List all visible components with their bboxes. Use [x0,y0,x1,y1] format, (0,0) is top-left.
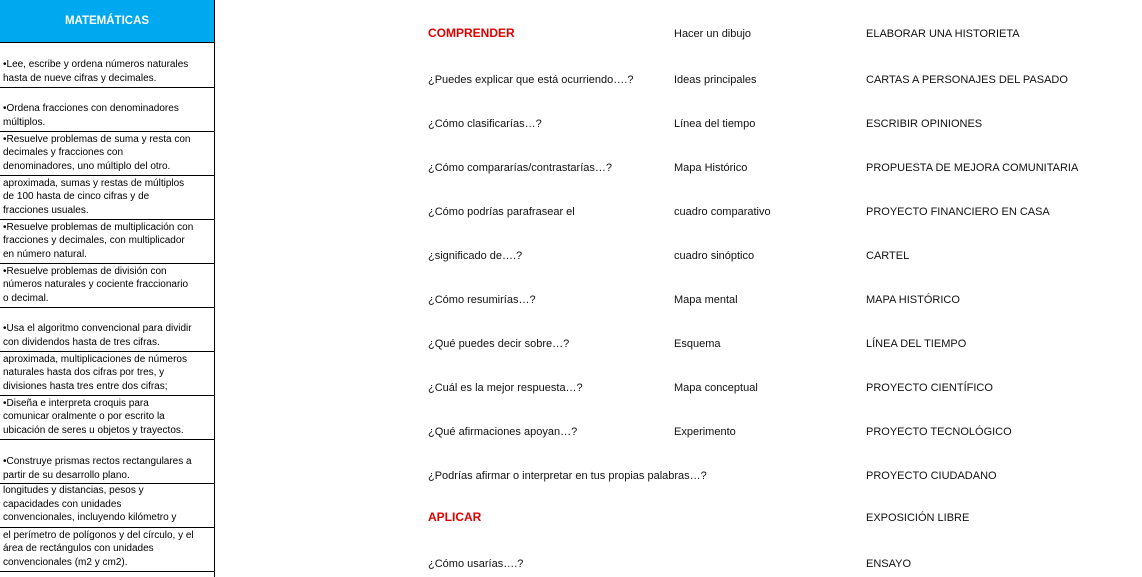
product-cell[interactable]: ESCRIBIR OPINIONES [866,118,983,130]
tool-cell[interactable]: Experimento [674,426,736,438]
tool-cell[interactable]: Mapa mental [674,294,738,306]
tool-cell[interactable]: Hacer un dibujo [674,28,752,40]
tool-cell[interactable]: cuadro comparativo [674,206,771,218]
table-cell[interactable] [0,43,214,88]
cell-line: denominadores, uno múltiplo del otro. [3,160,171,172]
product-cell[interactable]: CARTEL [866,250,910,262]
cell-line: convencionales (m2 y cm2). [3,556,128,568]
cell-line: con dividendos hasta de tres cifras. [3,336,160,348]
table-cell[interactable] [0,88,214,132]
table-cell[interactable] [0,396,214,440]
tool-cell[interactable]: Línea del tiempo [674,118,756,130]
question-cell[interactable]: ¿Qué puedes decir sobre…? [428,338,570,350]
product-cell[interactable]: LÍNEA DEL TIEMPO [866,338,967,350]
table-cell[interactable] [0,220,214,264]
tool-cell[interactable]: Mapa conceptual [674,382,758,394]
cell-line: en número natural. [3,248,87,260]
question-cell[interactable]: ¿significado de….? [428,250,523,262]
cell-line: múltiplos. [3,116,46,128]
cell-line: aproximada, sumas y restas de múltiplos [3,177,185,189]
cell-line: decimales y fracciones con [3,147,124,158]
product-cell[interactable]: PROYECTO TECNOLÓGICO [866,426,1012,438]
cell-line: hasta de nueve cifras y decimales. [3,72,157,84]
cell-line: •Diseña e interpreta croquis para [3,397,149,409]
product-cell[interactable]: PROYECTO CIENTÍFICO [866,382,993,394]
section-aplicar[interactable]: APLICAR [428,510,482,524]
cell-line: ubicación de seres u objetos y trayectos. [3,424,184,436]
cell-line: área de rectángulos con unidades [3,543,154,554]
table-cell[interactable] [0,132,214,176]
cell-line: naturales hasta dos cifras por tres, y [3,367,165,378]
question-cell[interactable]: ¿Qué afirmaciones apoyan…? [428,426,578,438]
product-cell[interactable]: MAPA HISTÓRICO [866,294,960,306]
question-cell[interactable]: ¿Cuál es la mejor respuesta…? [428,382,583,394]
cell-line: fracciones usuales. [3,204,89,216]
cell-line: •Resuelve problemas de suma y resta con [3,133,191,145]
table-cell[interactable] [0,308,214,352]
cell-line: partir de su desarrollo plano. [3,469,130,481]
cell-line: de 100 hasta de cinco cifras y de [3,191,150,202]
tool-cell[interactable]: cuadro sinóptico [674,250,755,262]
cell-line: capacidades con unidades [3,498,122,510]
cell-line: convencionales, incluyendo kilómetro y [3,512,177,523]
table-cell[interactable] [0,352,214,396]
product-cell[interactable]: ELABORAR UNA HISTORIETA [866,28,1020,40]
question-cell[interactable]: ¿Podrías afirmar o interpretar en tus propias palabras…? [428,470,707,482]
cell-line: o decimal. [3,292,49,304]
tool-cell[interactable]: Ideas principales [674,74,757,86]
cell-line: •Construye prismas rectos rectangulares a [3,456,192,467]
table-cell[interactable] [0,484,214,528]
question-cell[interactable]: ¿Cómo clasificarías…? [428,118,542,130]
cell-line: comunicar oralmente o por escrito la [3,411,165,422]
product-cell[interactable]: ENSAYO [866,558,912,570]
cell-line: divisiones hasta tres entre dos cifras; [3,380,168,392]
product-cell[interactable]: EXPOSICIÓN LIBRE [866,512,970,524]
table-cell[interactable] [0,440,214,484]
question-cell[interactable]: ¿Cómo compararías/contrastarías…? [428,162,613,174]
cell-line: •Resuelve problemas de división con [3,265,167,277]
product-cell[interactable]: PROPUESTA DE MEJORA COMUNITARIA [866,162,1079,174]
cell-line: longitudes y distancias, pesos y [3,485,144,496]
table-cell[interactable] [0,264,214,308]
cell-line: •Lee, escribe y ordena números naturales [3,59,189,70]
question-cell[interactable]: ¿Cómo podrías parafrasear el [428,206,575,218]
product-cell[interactable]: PROYECTO FINANCIERO EN CASA [866,206,1050,218]
cell-line: aproximada, multiplicaciones de números [3,353,187,365]
product-cell[interactable]: PROYECTO CIUDADANO [866,470,997,482]
cell-line: •Ordena fracciones con denominadores [3,103,179,114]
table-cell[interactable] [0,528,214,572]
question-cell[interactable]: ¿Puedes explicar que está ocurriendo….? [428,74,634,86]
product-cell[interactable]: CARTAS A PERSONAJES DEL PASADO [866,74,1068,86]
cell-line: el perímetro de polígonos y del círculo, y el [3,529,194,541]
cell-line: •Usa el algoritmo convencional para dividir [3,323,192,334]
cell-line: •Resuelve problemas de multiplicación con [3,221,194,233]
tool-cell[interactable]: Esquema [674,338,721,350]
question-cell[interactable]: ¿Cómo resumirías…? [428,294,536,306]
tool-cell[interactable]: Mapa Histórico [674,162,748,174]
question-cell[interactable]: ¿Cómo usarías….? [428,558,524,570]
cell-line: fracciones y decimales, con multiplicador [3,235,185,246]
table-cell[interactable] [0,176,214,220]
left-column [0,0,215,577]
column-header-matematicas[interactable]: MATEMÁTICAS [0,0,214,43]
cell-line: números naturales y cociente fraccionario [3,279,189,290]
section-comprender[interactable]: COMPRENDER [428,26,515,40]
